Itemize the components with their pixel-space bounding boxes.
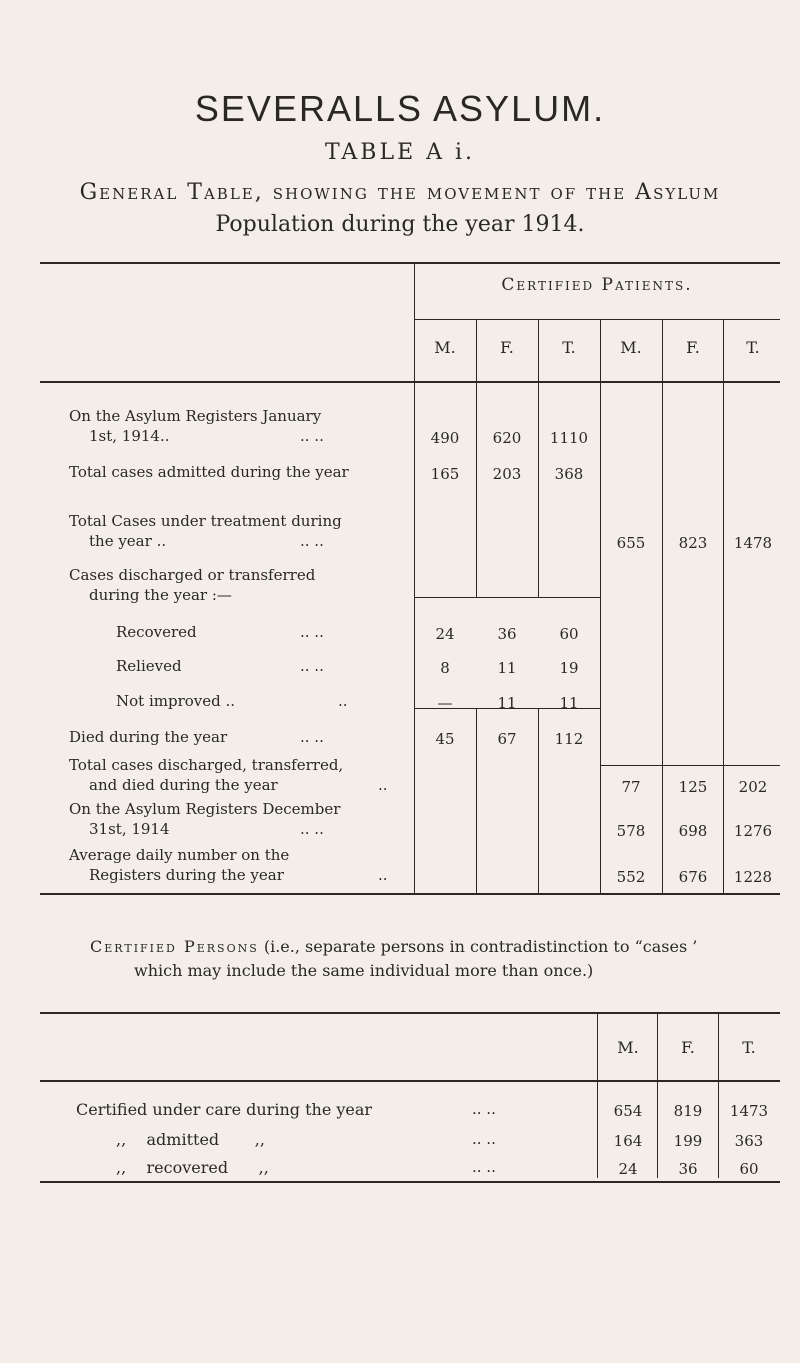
- table1-top-rule: [40, 262, 780, 264]
- section-rule: [600, 765, 780, 766]
- cell-value: 490: [430, 429, 460, 447]
- cell-value: 24: [618, 1160, 638, 1178]
- table1-bottom-rule: [40, 893, 780, 895]
- row-label: ,, admitted ,,: [116, 1130, 265, 1149]
- cell-value: 203: [492, 465, 522, 483]
- table2-bottom-rule: [40, 1181, 780, 1183]
- cell-value: 202: [738, 778, 768, 796]
- column-header-m: M.: [434, 338, 456, 357]
- group-header-rule: [414, 319, 780, 320]
- cell-value: 11: [497, 659, 517, 677]
- cell-value: 823: [678, 534, 708, 552]
- row-label: Cases discharged or transferred: [69, 566, 316, 584]
- cell-value: 1228: [733, 868, 773, 886]
- cell-value: 165: [430, 465, 460, 483]
- row-label: Recovered: [116, 623, 197, 641]
- row-dots: .. ..: [300, 728, 324, 746]
- cell-value: 125: [678, 778, 708, 796]
- cell-value: 11: [497, 694, 517, 712]
- certified-patients-header: Certified Patients.: [501, 275, 693, 295]
- cell-value: 164: [613, 1132, 643, 1150]
- cell-value: —: [437, 694, 453, 712]
- row-label: Not improved ..: [116, 692, 236, 710]
- row-label: Average daily number on the: [69, 846, 290, 864]
- col-divider: [600, 827, 601, 893]
- cell-value: 1110: [549, 429, 589, 447]
- table2-top-rule: [40, 1012, 780, 1014]
- row-label: during the year :—: [89, 586, 232, 604]
- note-caps: Certified Persons: [90, 937, 259, 956]
- column-header-f: F.: [500, 338, 514, 357]
- row-label: Total cases admitted during the year: [69, 463, 349, 481]
- column-header-f: F.: [686, 338, 700, 357]
- row-dots: .. ..: [300, 427, 324, 445]
- column-header-m: M.: [620, 338, 642, 357]
- column-header-m: M.: [617, 1038, 639, 1057]
- col-divider: [723, 383, 724, 827]
- row-label: 31st, 1914: [89, 820, 170, 838]
- cell-value: 112: [554, 730, 584, 748]
- cell-value: 60: [559, 625, 579, 643]
- table1-label-divider: [414, 827, 415, 893]
- note-line-2: which may include the same individual more than once.): [134, 961, 594, 980]
- col-divider: [538, 383, 539, 598]
- col-divider: [476, 827, 477, 893]
- table2-header-rule: [40, 1080, 780, 1082]
- cell-value: 8: [440, 659, 450, 677]
- row-dots: .. ..: [300, 657, 324, 675]
- row-dots: ..: [338, 692, 348, 710]
- col-divider: [538, 708, 539, 827]
- row-dots: .. ..: [472, 1100, 496, 1118]
- row-label: Total cases discharged, transferred,: [69, 756, 344, 774]
- table2-label-divider: [597, 1012, 598, 1178]
- cell-value: 36: [678, 1160, 698, 1178]
- cell-value: 655: [616, 534, 646, 552]
- col-divider: [476, 708, 477, 827]
- column-header-t: T.: [742, 1038, 756, 1057]
- heading-line-1: General Table, showing the movement of the Asylum: [79, 180, 721, 205]
- cell-value: 1478: [733, 534, 773, 552]
- col-divider: [662, 383, 663, 827]
- row-dots: .. ..: [472, 1130, 496, 1148]
- row-label: 1st, 1914..: [89, 427, 170, 445]
- heading-line-2: Population during the year 1914.: [215, 212, 585, 237]
- table-label: TABLE A i.: [324, 140, 476, 165]
- page-title: SEVERALLS ASYLUM.: [194, 88, 606, 129]
- col-divider: [723, 827, 724, 893]
- cell-value: 698: [678, 822, 708, 840]
- cell-value: 19: [559, 659, 579, 677]
- row-label: Certified under care during the year: [76, 1100, 373, 1119]
- col-divider: [476, 383, 477, 598]
- cell-value: 819: [673, 1102, 703, 1120]
- cell-value: 676: [678, 868, 708, 886]
- section-rule: [414, 597, 600, 598]
- note-rest: (i.e., separate persons in contradistinction to “cases ’: [263, 937, 698, 956]
- row-dots: .. ..: [300, 532, 324, 550]
- cell-value: 368: [554, 465, 584, 483]
- row-label: On the Asylum Registers January: [69, 407, 322, 425]
- row-label: Total Cases under treatment during: [69, 512, 342, 530]
- cell-value: 77: [621, 778, 641, 796]
- row-label: Died during the year: [69, 728, 228, 746]
- cell-value: 363: [734, 1132, 764, 1150]
- row-dots: ..: [378, 866, 388, 884]
- note-line-1: [90, 937, 697, 956]
- cell-value: 36: [497, 625, 517, 643]
- cell-value: 67: [497, 730, 517, 748]
- cell-value: 199: [673, 1132, 703, 1150]
- row-label: ,, recovered ,,: [116, 1158, 269, 1177]
- row-dots: .. ..: [300, 623, 324, 641]
- row-label: the year ..: [89, 532, 167, 550]
- cell-value: 578: [616, 822, 646, 840]
- col-divider: [538, 827, 539, 893]
- row-dots: ..: [378, 776, 388, 794]
- cell-value: 1276: [733, 822, 773, 840]
- column-header-t: T.: [562, 338, 576, 357]
- cell-value: 24: [435, 625, 455, 643]
- cell-value: 552: [616, 868, 646, 886]
- col-divider: [718, 1012, 719, 1178]
- header-bottom-rule: [40, 381, 780, 383]
- col-divider: [662, 827, 663, 893]
- cell-value: 60: [739, 1160, 759, 1178]
- row-dots: .. ..: [472, 1158, 496, 1176]
- cell-value: 620: [492, 429, 522, 447]
- row-dots: .. ..: [300, 820, 324, 838]
- row-label: Registers during the year: [89, 866, 284, 884]
- col-divider: [657, 1012, 658, 1178]
- col-divider: [600, 383, 601, 827]
- row-label: On the Asylum Registers December: [69, 800, 341, 818]
- cell-value: 45: [435, 730, 455, 748]
- cell-value: 654: [613, 1102, 643, 1120]
- column-header-t: T.: [746, 338, 760, 357]
- row-label: Relieved: [116, 657, 182, 675]
- row-label: and died during the year: [89, 776, 278, 794]
- cell-value: 11: [559, 694, 579, 712]
- column-header-f: F.: [681, 1038, 695, 1057]
- cell-value: 1473: [729, 1102, 769, 1120]
